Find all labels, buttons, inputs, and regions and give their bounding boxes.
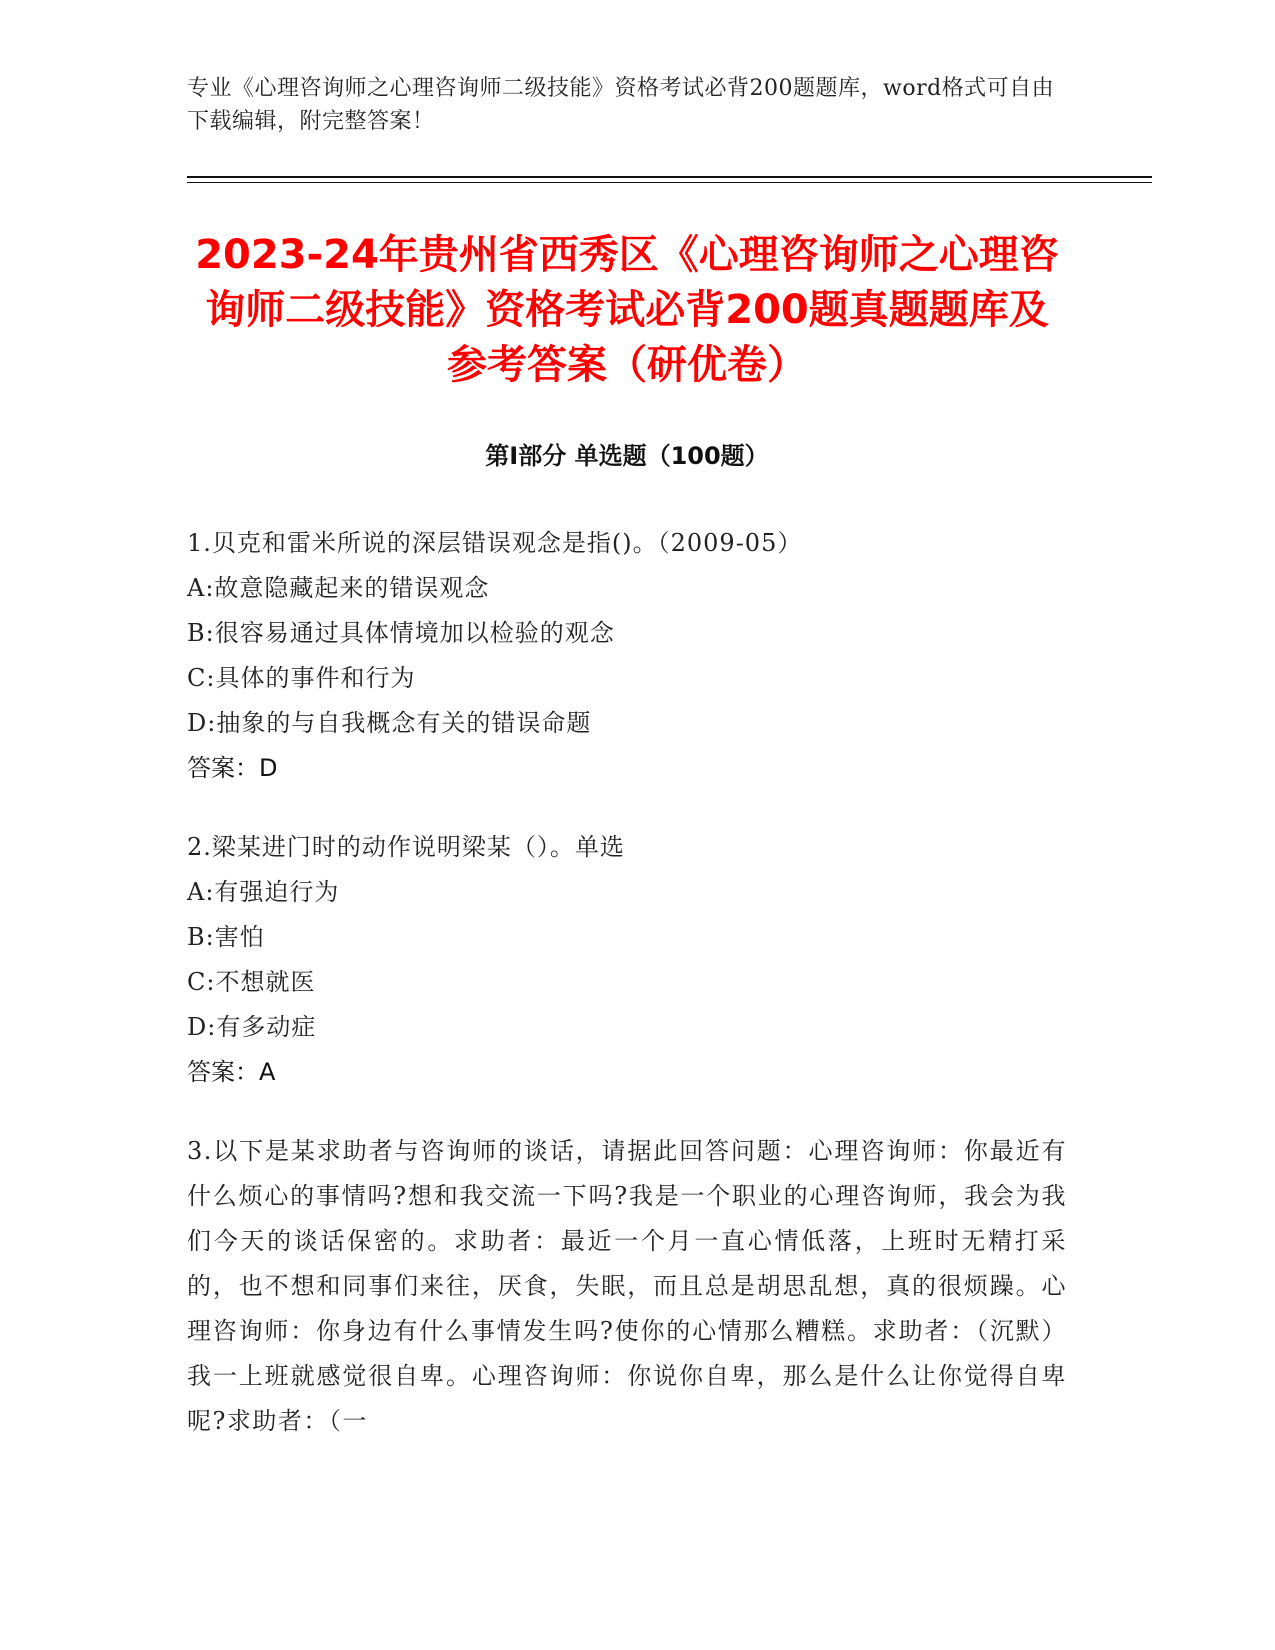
option-a: A:故意隐藏起来的错误观念 [187,574,490,602]
question-stem: 1.贝克和雷米所说的深层错误观念是指()。（2009-05） [187,529,803,557]
document-title: 2023-24年贵州省西秀区《心理咨询师之心理咨询师二级技能》资格考试必背200题真题题库及参考答案（研优卷） [195,232,1059,388]
option-b: B:害怕 [187,923,265,951]
section-heading: 第Ⅰ部分 单选题（100题） [485,442,769,470]
option-d: D:抽象的与自我概念有关的错误命题 [187,709,592,737]
question-stem: 2.梁某进门时的动作说明梁某（）。单选 [187,833,625,861]
option-b: B:很容易通过具体情境加以检验的观念 [187,619,615,647]
header-divider-thick [187,176,1152,178]
option-c: C:不想就医 [187,968,316,996]
header-divider-thin [187,182,1152,183]
option-a: A:有强迫行为 [187,878,340,906]
answer-line: 答案：D [187,754,278,782]
answer-line: 答案：A [187,1058,276,1086]
question-1 [187,521,1067,791]
question-list [187,521,1067,1478]
option-d: D:有多动症 [187,1013,317,1041]
question-2 [187,825,1067,1095]
question-3 [187,1129,1067,1444]
option-c: C:具体的事件和行为 [187,664,416,692]
header-note: 专业《心理咨询师之心理咨询师二级技能》资格考试必背200题题库，word格式可自由下载编辑，附完整答案！ [187,76,1055,134]
question-passage: 3.以下是某求助者与咨询师的谈话，请据此回答问题：心理咨询师：你最近有什么烦心的事情吗?想和我交流一下吗?我是一个职业的心理咨询师，我会为我们今天的谈话保密的。求助者：最近一个月一直心情低落，上班时无精打采的，也不想和同事们来往，厌食，失眠，而且总是胡思乱想，真的很烦躁。心理咨询师：你身边有什么事情发生吗?使你的心情那么糟糕。求助者：（沉默）我一上班就感觉很自卑。心理咨询师：你说你自卑，那么是什么让你觉得自卑呢?求助者：（一 [187,1137,1067,1435]
